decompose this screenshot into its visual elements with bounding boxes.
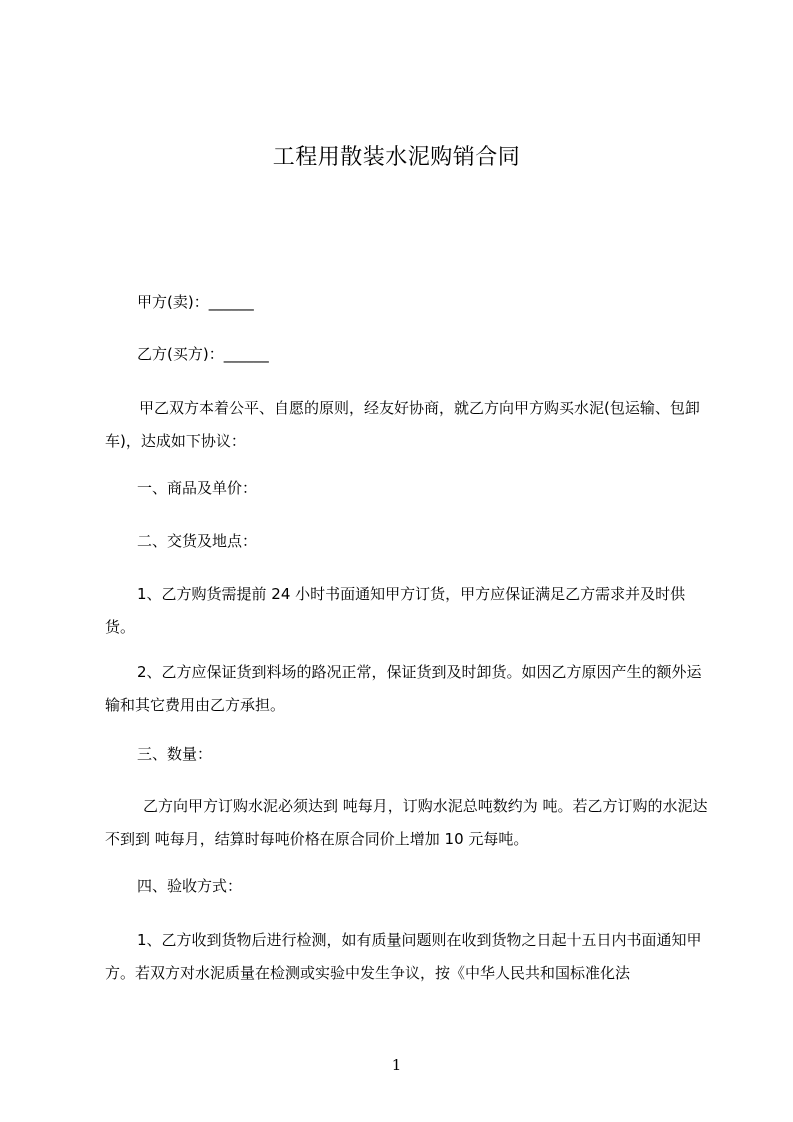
section2-item1-paragraph: 1、乙方购货需提前 24 小时书面通知甲方订货，甲方应保证满足乙方需求并及时供货。	[105, 585, 686, 636]
party-a-line: 甲方(卖)：______	[137, 293, 254, 311]
party-b-line: 乙方(买方)：______	[137, 345, 269, 363]
section-heading-4: 四、验收方式：	[137, 877, 243, 895]
page-number: 1	[391, 1056, 402, 1074]
section4-item1-paragraph: 1、乙方收到货物后进行检测，如有质量问题则在收到货物之日起十五日内书面通知甲方。若双方对水泥质量在检测或实验中发生争议，按《中华人民共和国标准化法	[105, 931, 702, 982]
section2-item2-paragraph: 2、乙方应保证货到料场的路况正常，保证货到及时卸货。如因乙方原因产生的额外运输和其它费用由乙方承担。	[105, 663, 702, 714]
section-heading-3: 三、数量：	[137, 745, 213, 763]
section-heading-1: 一、商品及单价：	[137, 479, 258, 497]
intro-paragraph: 甲乙双方本着公平、自愿的原则，经友好协商，就乙方向甲方购买水泥(包运输、包卸车)，达成如下协议：	[105, 399, 700, 450]
document-title: 工程用散装水泥购销合同	[272, 145, 521, 170]
section-heading-2: 二、交货及地点：	[137, 532, 258, 550]
section3-paragraph: 乙方向甲方订购水泥必须达到 吨每月，订购水泥总吨数约为 吨。若乙方订购的水泥达不到到 吨每月，结算时每吨价格在原合同价上增加 10 元每吨。	[105, 797, 708, 848]
